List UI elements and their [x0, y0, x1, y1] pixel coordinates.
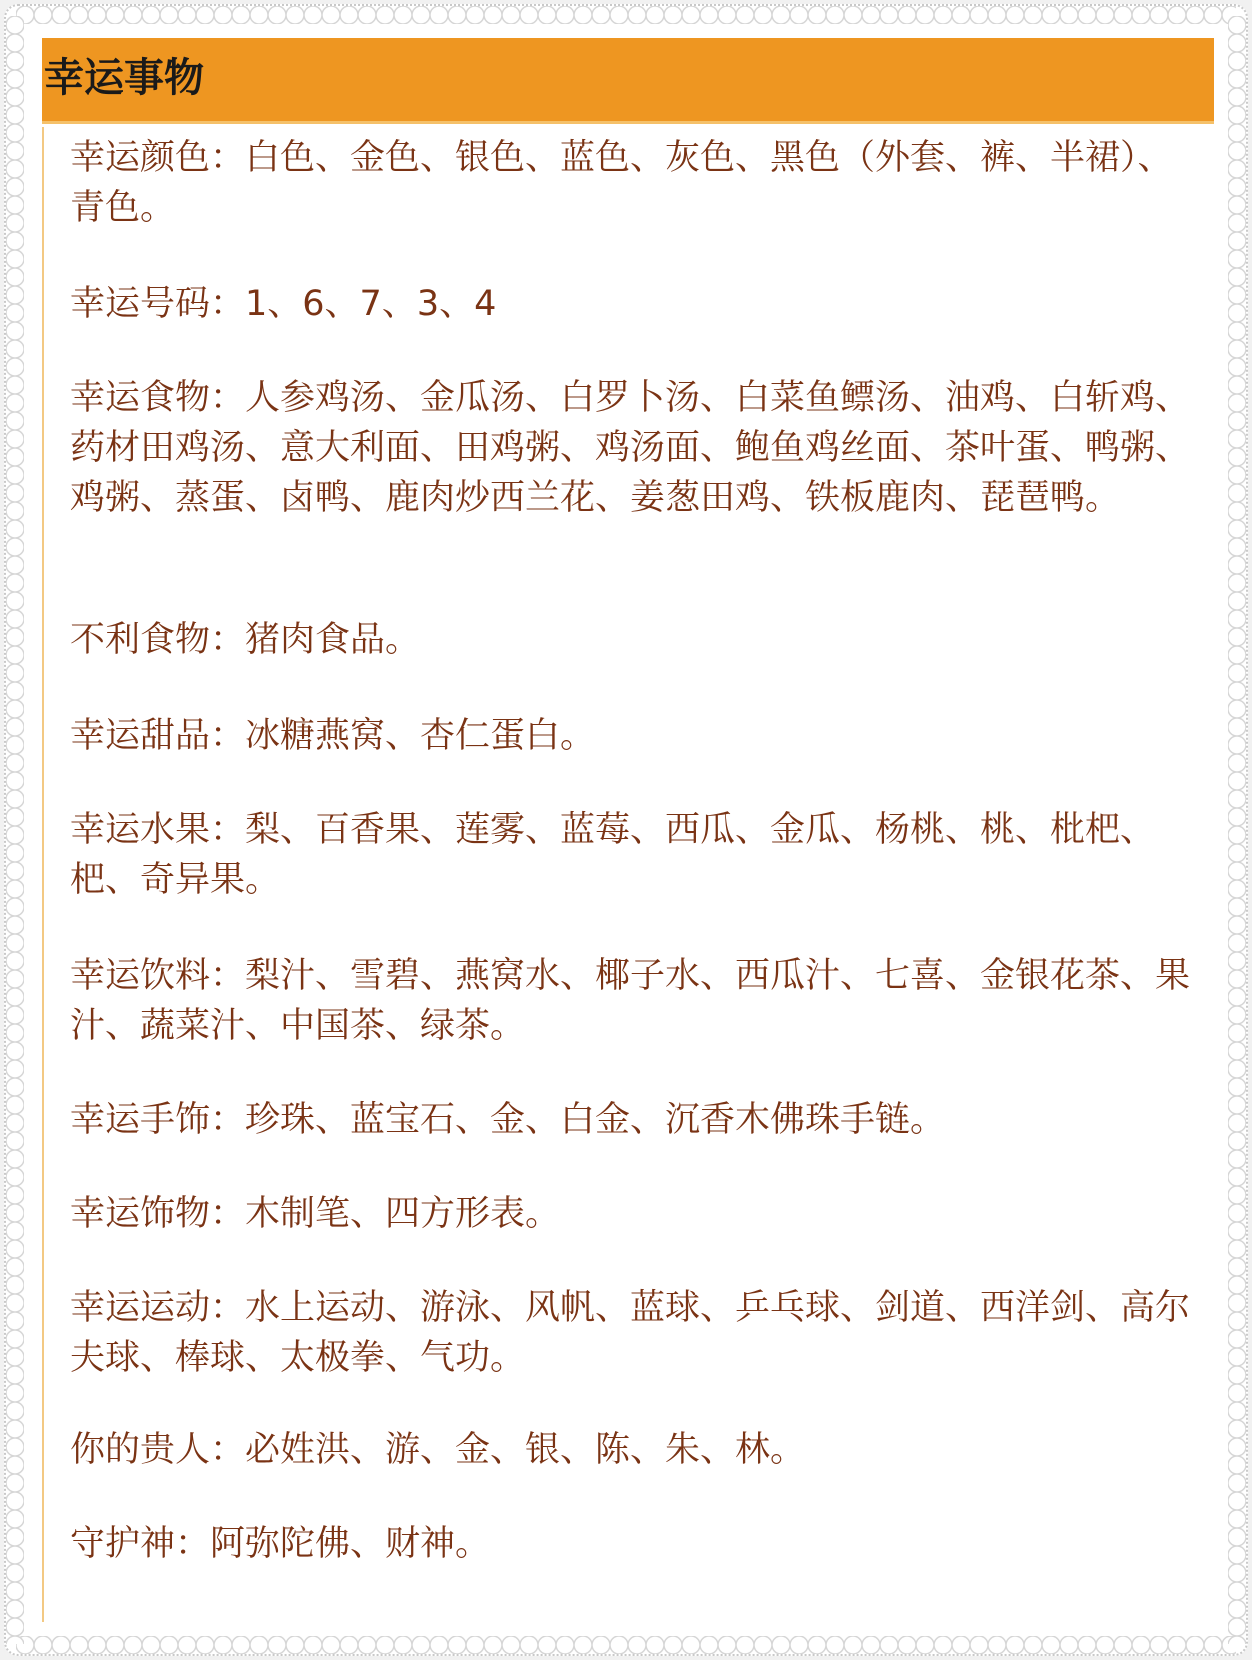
item-value: 必姓洪、游、金、银、陈、朱、林。 [245, 1430, 806, 1470]
item-label: 幸运号码： [70, 284, 246, 324]
item-label: 幸运甜品： [70, 716, 246, 756]
item-label: 幸运饮料： [70, 956, 246, 996]
scalloped-border-bottom [16, 1636, 1236, 1654]
section-header [42, 38, 1214, 124]
lucky-item-sports [70, 1283, 1200, 1383]
item-label: 幸运水果： [70, 810, 246, 850]
item-value: 阿弥陀佛、财神。 [210, 1524, 491, 1564]
section-title: 幸运事物 [44, 55, 204, 101]
item-value: 1、6、7、3、4 [245, 284, 497, 324]
item-label: 幸运颜色： [70, 138, 246, 178]
item-value: 木制笔、四方形表。 [245, 1194, 561, 1234]
lucky-items-list [42, 127, 1214, 1622]
lucky-item-desserts [70, 711, 1200, 761]
item-value: 猪肉食品。 [245, 620, 421, 660]
lucky-item-drinks [70, 951, 1200, 1051]
lucky-item-accessories [70, 1189, 1200, 1239]
item-label: 幸运运动： [70, 1288, 246, 1328]
scalloped-border-right [1228, 16, 1246, 1644]
item-value: 水上运动、游泳、风帆、蓝球、乒乓球、剑道、西洋剑、高尔夫球、棒球、太极拳、气功。 [70, 1288, 1191, 1378]
scalloped-border-top [16, 6, 1236, 24]
unlucky-item-foods [70, 615, 1200, 665]
lucky-item-foods [70, 373, 1200, 523]
item-value: 梨、百香果、莲雾、蓝莓、西瓜、金瓜、杨桃、桃、枇杷、杷、奇异果。 [70, 810, 1156, 900]
lucky-things-card [42, 38, 1214, 1622]
lucky-item-benefactors [70, 1425, 1200, 1475]
item-value: 白色、金色、银色、蓝色、灰色、黑色（外套、裤、半裙）、青色。 [70, 138, 1173, 228]
item-value: 梨汁、雪碧、燕窝水、椰子水、西瓜汁、七喜、金银花茶、果汁、蔬菜汁、中国茶、绿茶。 [70, 956, 1191, 1046]
item-label: 守护神： [70, 1524, 211, 1564]
item-value: 人参鸡汤、金瓜汤、白罗卜汤、白菜鱼鳔汤、油鸡、白斩鸡、药材田鸡汤、意大利面、田鸡粥、鸡汤面、鲍鱼鸡丝面、茶叶蛋、鸭粥、鸡粥、蒸蛋、卤鸭、鹿肉炒西兰花、姜葱田鸡、铁板鹿肉、琵琶鸭。 [70, 378, 1191, 518]
item-label: 你的贵人： [70, 1430, 246, 1470]
item-label: 幸运手饰： [70, 1100, 246, 1140]
lucky-item-numbers [70, 279, 1200, 329]
lucky-item-guardian [70, 1519, 1200, 1569]
lucky-item-fruits [70, 805, 1200, 905]
item-value: 冰糖燕窝、杏仁蛋白。 [245, 716, 596, 756]
item-label: 不利食物： [70, 620, 246, 660]
lucky-item-jewelry [70, 1095, 1200, 1145]
item-label: 幸运食物： [70, 378, 246, 418]
item-label: 幸运饰物： [70, 1194, 246, 1234]
lucky-item-colors [70, 133, 1200, 233]
item-value: 珍珠、蓝宝石、金、白金、沉香木佛珠手链。 [245, 1100, 946, 1140]
scalloped-border-left [6, 16, 24, 1644]
